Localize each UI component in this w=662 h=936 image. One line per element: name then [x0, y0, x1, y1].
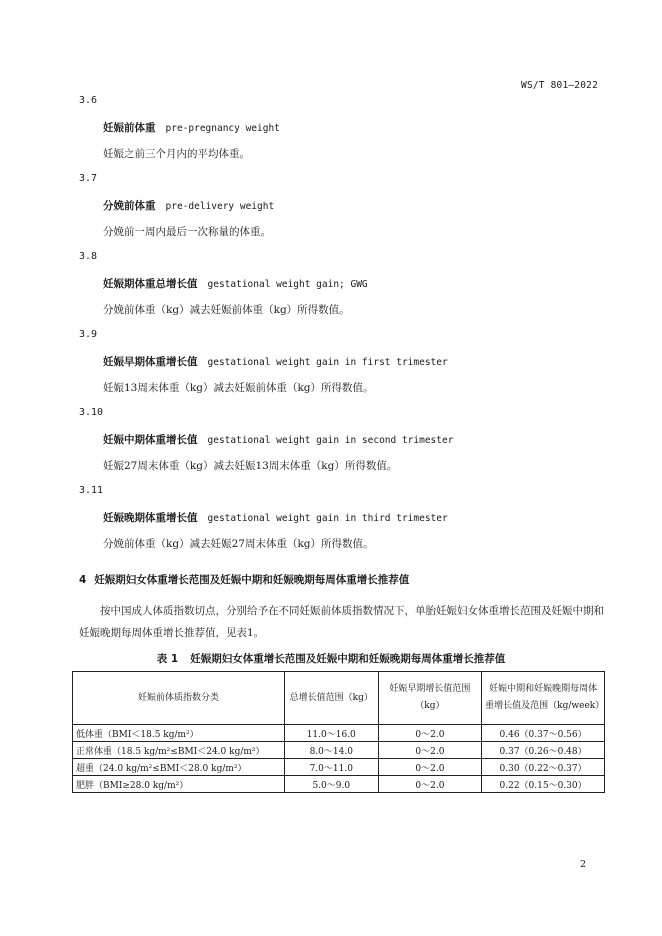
term-heading: [103, 276, 368, 291]
section-heading-title: 妊娠期妇女体重增长范围及妊娠中期和妊娠晚期每周体重增长推荐值: [94, 574, 410, 586]
table-cell: 11.0～16.0: [284, 725, 378, 742]
term-definition: 分娩前体重（kg）减去妊娠27周末体重（kg）所得数值。: [103, 538, 374, 550]
table-header-row: [73, 672, 605, 725]
term-zh: 妊娠早期体重增长值: [103, 356, 198, 368]
header-weekly-gain: 妊娠中期和妊娠晚期每周体重增长值及范围（kg/week）: [482, 672, 605, 725]
section-number: 3.11: [79, 485, 104, 496]
table-row: [73, 725, 605, 742]
term-definition: 妊娠13周末体重（kg）减去妊娠前体重（kg）所得数值。: [103, 382, 374, 394]
table-cell: 正常体重（18.5 kg/m²≤BMI＜24.0 kg/m²）: [73, 742, 285, 759]
section-heading-number: 4: [79, 574, 87, 586]
term-en: pre-pregnancy weight: [165, 123, 280, 134]
section-number: 3.9: [79, 329, 98, 340]
term-zh: 妊娠前体重: [103, 122, 156, 134]
term-heading: [103, 354, 448, 369]
table-row: [73, 776, 605, 793]
table-caption-title: 妊娠期妇女体重增长范围及妊娠中期和妊娠晚期每周体重增长推荐值: [190, 653, 506, 665]
page-number: 2: [579, 859, 586, 870]
term-definition: 分娩前体重（kg）减去妊娠前体重（kg）所得数值。: [103, 304, 350, 316]
table-cell: 低体重（BMI＜18.5 kg/m²）: [73, 725, 285, 742]
table-cell: 7.0～11.0: [284, 759, 378, 776]
table-cell: 超重（24.0 kg/m²≤BMI＜28.0 kg/m²）: [73, 759, 285, 776]
table-cell: 0.46（0.37～0.56）: [482, 725, 605, 742]
section-number: 3.7: [79, 173, 98, 184]
term-heading: [103, 120, 280, 135]
table-cell: 0.22（0.15～0.30）: [482, 776, 605, 793]
term-zh: 妊娠晚期体重增长值: [103, 512, 198, 524]
section-number: 3.10: [79, 407, 104, 418]
table-cell: 8.0～14.0: [284, 742, 378, 759]
section-heading: [79, 572, 409, 587]
table-cell: 0.37（0.26～0.48）: [482, 742, 605, 759]
table-cell: 0～2.0: [378, 742, 482, 759]
term-en: pre-delivery weight: [165, 201, 275, 212]
term-zh: 妊娠中期体重增长值: [103, 434, 198, 446]
term-heading: [103, 432, 453, 447]
document-id: WS/T 801—2022: [521, 80, 598, 91]
table-caption: [0, 651, 662, 666]
term-heading: [103, 510, 448, 525]
bmi-weight-gain-table: [72, 671, 605, 793]
term-en: gestational weight gain in second trimester: [207, 435, 454, 446]
term-zh: 分娩前体重: [103, 200, 156, 212]
table-cell: 肥胖（BMI≥28.0 kg/m²）: [73, 776, 285, 793]
header-bmi-category: 妊娠前体质指数分类: [73, 672, 285, 725]
term-definition: 妊娠之前三个月内的平均体重。: [103, 148, 250, 160]
section-number: 3.8: [79, 251, 98, 262]
term-en: gestational weight gain in third trimester: [207, 513, 448, 524]
term-zh: 妊娠期体重总增长值: [103, 278, 198, 290]
table-cell: 0～2.0: [378, 776, 482, 793]
table-caption-number: 表 1: [156, 653, 179, 665]
table-row: [73, 742, 605, 759]
header-total-gain: 总增长值范围（kg）: [284, 672, 378, 725]
section-paragraph: 按中国成人体质指数切点，分别给予在不同妊娠前体质指数情况下，单胎妊娠妇女体重增长范围及妊娠中期和妊娠晚期每周体重增长推荐值，见表1。: [79, 605, 604, 639]
term-en: gestational weight gain; GWG: [207, 279, 368, 290]
term-definition: 妊娠27周末体重（kg）减去妊娠13周末体重（kg）所得数值。: [103, 460, 398, 472]
table-row: [73, 759, 605, 776]
table-cell: 5.0～9.0: [284, 776, 378, 793]
table-cell: 0～2.0: [378, 725, 482, 742]
header-first-trimester-gain: 妊娠早期增长值范围（kg）: [378, 672, 482, 725]
term-en: gestational weight gain in first trimester: [207, 357, 448, 368]
term-definition: 分娩前一周内最后一次称量的体重。: [103, 226, 271, 238]
table-cell: 0～2.0: [378, 759, 482, 776]
table-cell: 0.30（0.22～0.37）: [482, 759, 605, 776]
term-heading: [103, 198, 274, 213]
section-number: 3.6: [79, 95, 98, 106]
